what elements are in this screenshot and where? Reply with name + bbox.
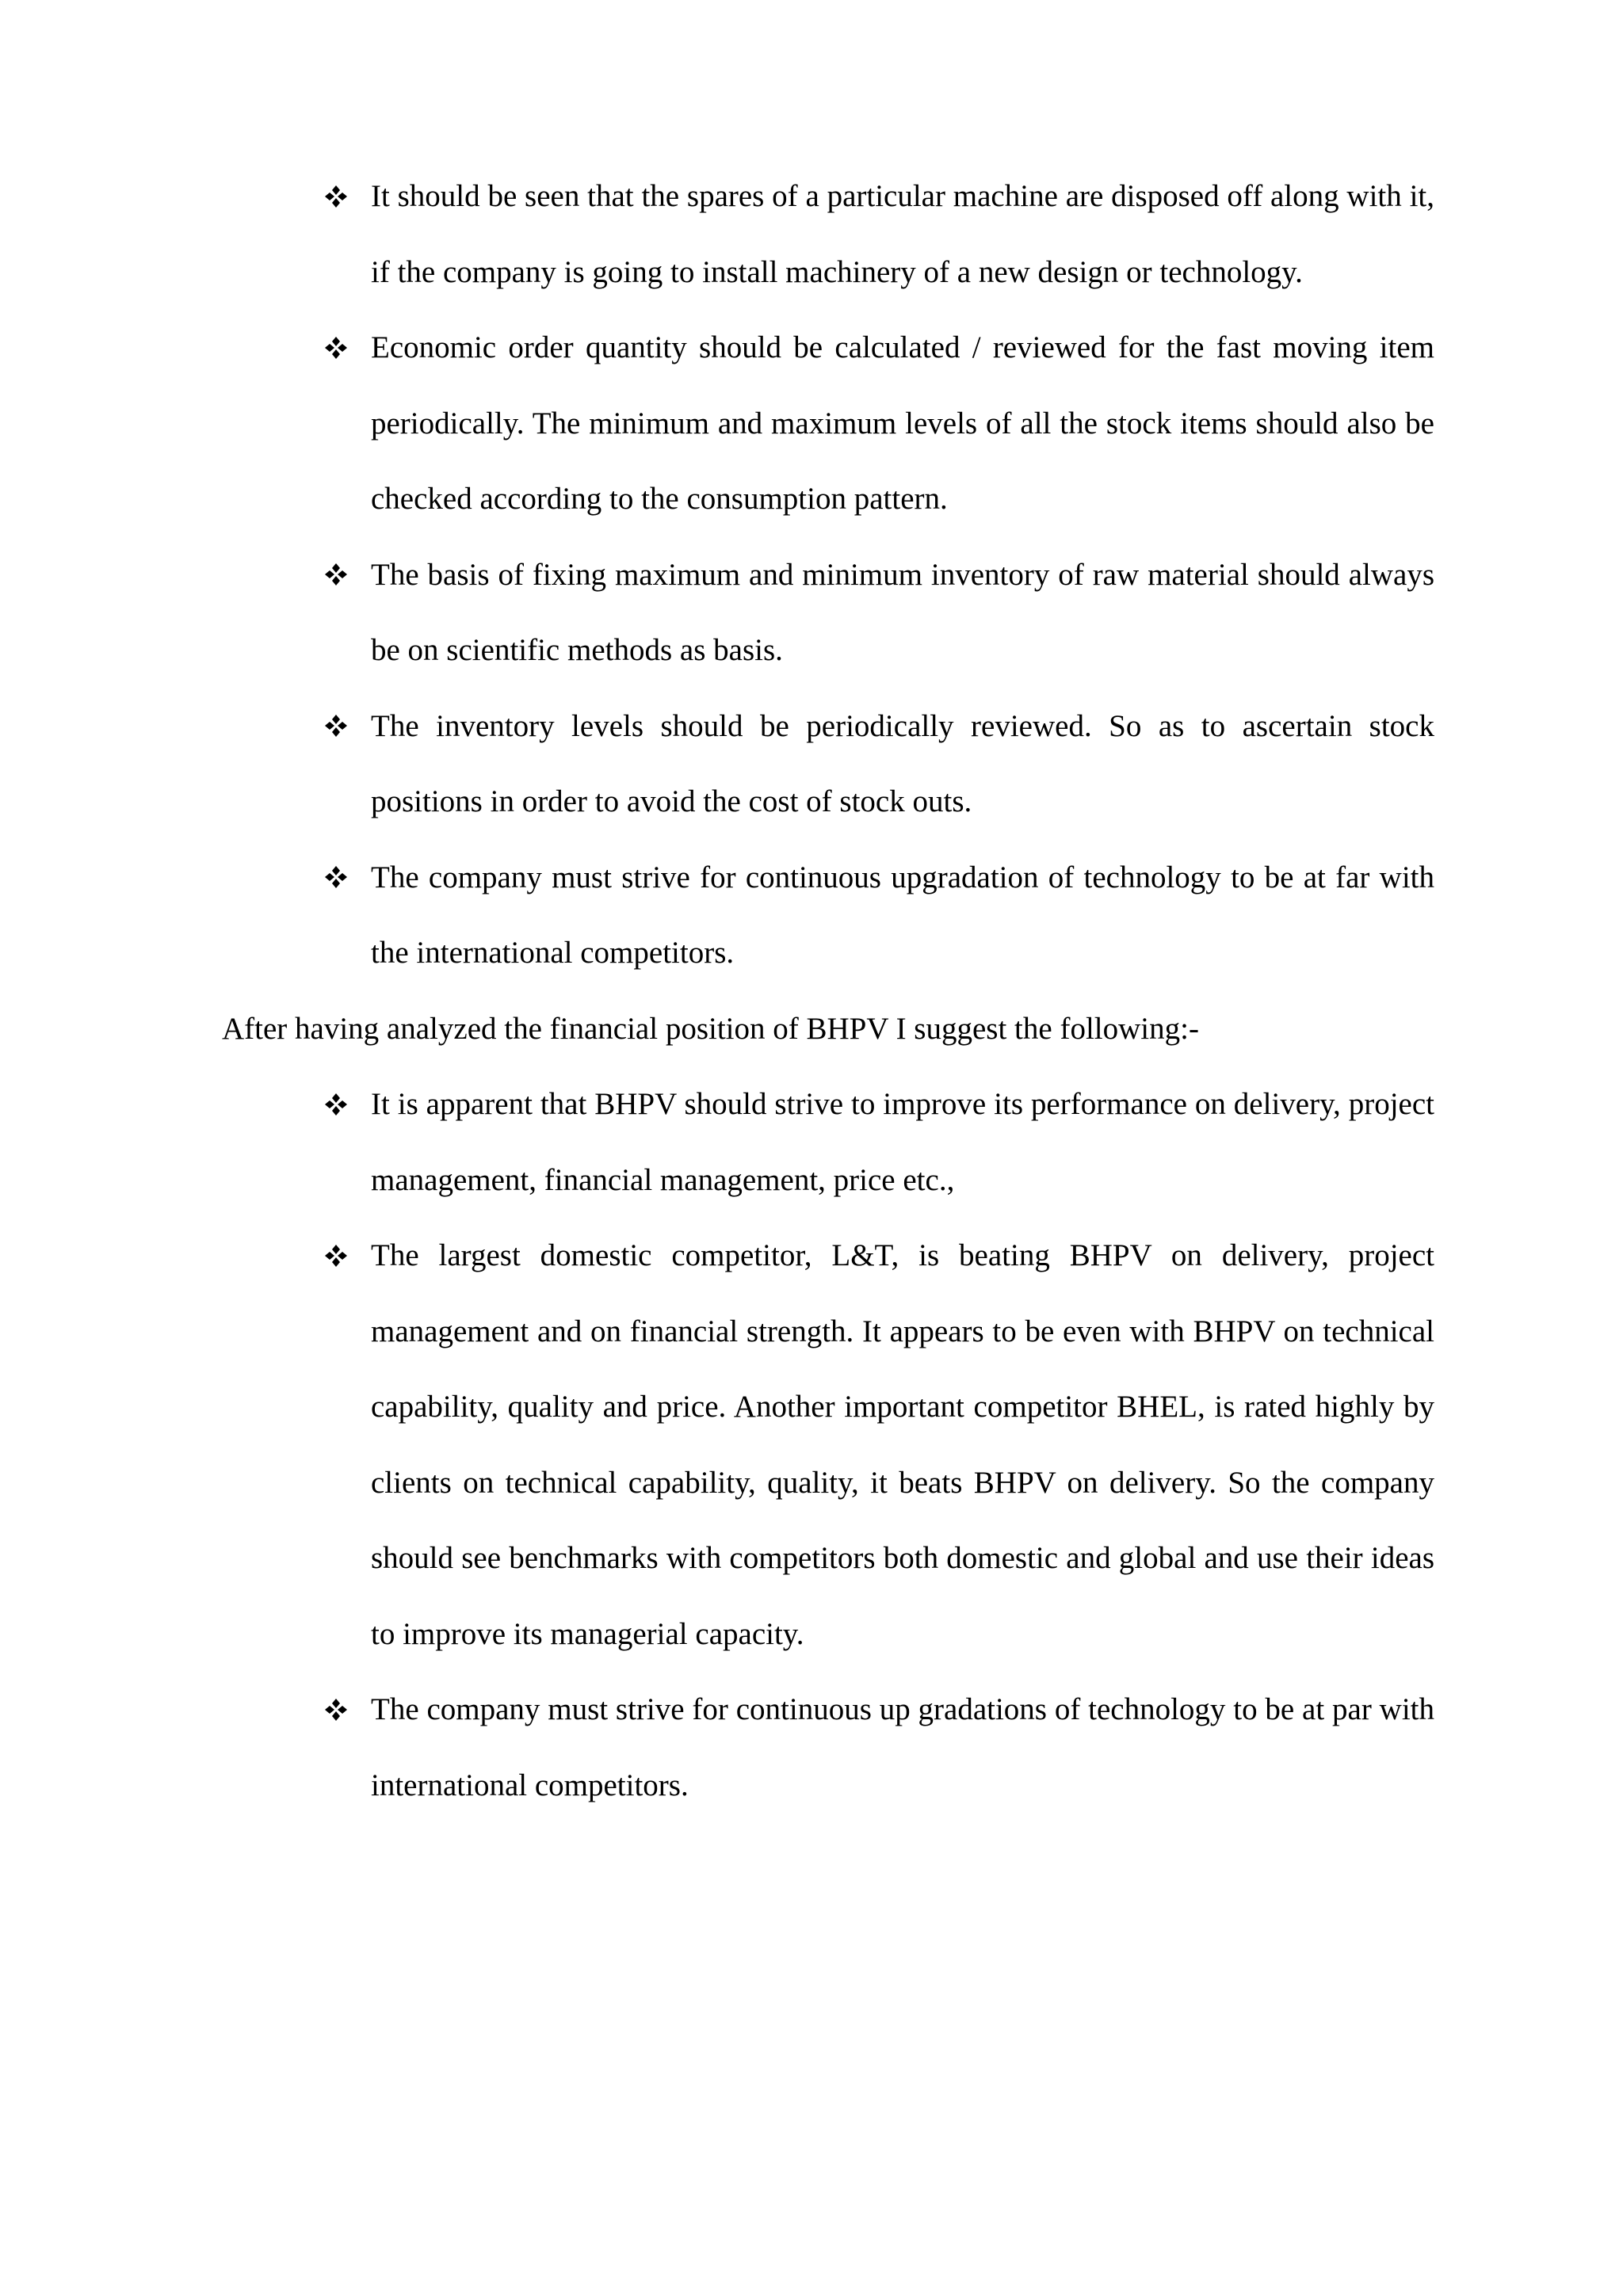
list-item-text: The basis of fixing maximum and minimum inventory of raw material should always be on scientific methods as basis. — [371, 557, 1434, 667]
list-item-text: It is apparent that BHPV should strive to improve its performance on delivery, project management, financial management, price etc., — [371, 1087, 1434, 1197]
four-diamond-bullet-icon — [320, 688, 352, 765]
list-item — [222, 1218, 1434, 1672]
four-diamond-bullet-icon — [320, 1672, 352, 1748]
list-item — [222, 1672, 1434, 1823]
four-diamond-bullet-icon — [320, 1066, 352, 1142]
list-item-text: The inventory levels should be periodically reviewed. So as to ascertain stock positions in order to avoid the cost of stock outs. — [371, 708, 1434, 818]
four-diamond-bullet-icon — [320, 840, 352, 916]
four-diamond-bullet-icon — [320, 158, 352, 235]
intro-paragraph: After having analyzed the financial position of BHPV I suggest the following:- — [222, 1011, 1199, 1046]
list-item — [222, 840, 1434, 991]
list-item-text: The company must strive for continuous upgradation of technology to be at far with the international competitors. — [371, 860, 1434, 970]
list-item-text: It should be seen that the spares of a particular machine are disposed off along with it, if the company is going to install machinery of a new design or technology. — [371, 179, 1434, 289]
list-item — [222, 310, 1434, 537]
four-diamond-bullet-icon — [320, 310, 352, 386]
recommendations-list-2 — [222, 1066, 1434, 1823]
list-item-text: The company must strive for continuous up gradations of technology to be at par with international competitors. — [371, 1692, 1434, 1802]
four-diamond-bullet-icon — [320, 537, 352, 613]
list-item — [222, 688, 1434, 840]
four-diamond-bullet-icon — [320, 1218, 352, 1294]
recommendations-list-1 — [222, 158, 1434, 991]
list-item — [222, 158, 1434, 310]
list-item — [222, 1066, 1434, 1218]
page-content — [222, 158, 1434, 1823]
list-item — [222, 537, 1434, 688]
list-item-text: Economic order quantity should be calculated / reviewed for the fast moving item periodically. The minimum and maximum levels of all the stock items should also be checked according to the consumption pattern. — [371, 330, 1434, 516]
list-item-text: The largest domestic competitor, L&T, is beating BHPV on delivery, project management and on financial strength. It appears to be even with BHPV on technical capability, quality and price. Another important competitor BHEL, is rated highly by clients on technical capability, quality, it beats BHPV on delivery. So the company should see benchmarks with competitors both domestic and global and use their ideas to improve its managerial capacity. — [371, 1238, 1434, 1651]
